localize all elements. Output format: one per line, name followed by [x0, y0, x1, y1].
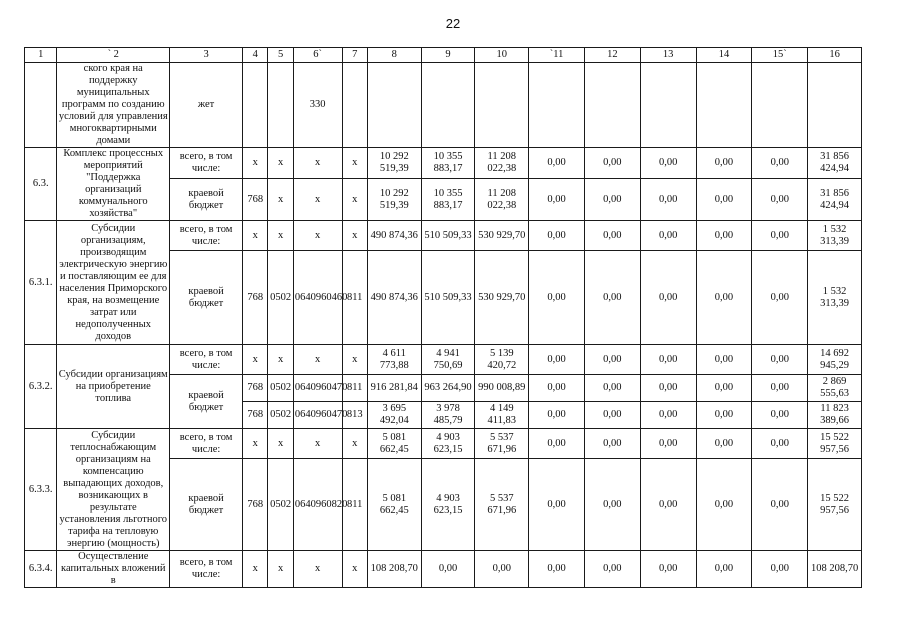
data-cell: 4 149 411,83 — [475, 402, 529, 429]
data-cell: 990 008,89 — [475, 375, 529, 402]
data-cell: 3 695 492,04 — [367, 402, 421, 429]
header-cell: 12 — [584, 48, 640, 63]
data-cell: 0,00 — [696, 251, 752, 345]
data-cell: 811 — [342, 375, 367, 402]
header-cell: 7 — [342, 48, 367, 63]
data-cell: 0,00 — [696, 402, 752, 429]
code-cell: 6.3.4. — [25, 551, 57, 588]
data-cell: 14 692 945,29 — [808, 345, 862, 375]
header-cell: ` 2 — [57, 48, 170, 63]
data-cell — [475, 63, 529, 148]
source-cell: краевой бюджет — [170, 251, 243, 345]
source-cell: краевой бюджет — [170, 459, 243, 551]
data-cell: 530 929,70 — [475, 251, 529, 345]
data-cell: 0,00 — [529, 345, 585, 375]
data-cell: 15 522 957,56 — [808, 459, 862, 551]
data-cell: х — [342, 148, 367, 179]
table-row — [25, 148, 862, 179]
data-cell: 0,00 — [696, 551, 752, 588]
description-cell: Субсидии организациям, производящим электрическую энергию и поставляющим ее для населения Приморского края, на возмещение затрат или недополученных доходов — [57, 221, 170, 345]
data-cell: 0,00 — [584, 221, 640, 251]
description-cell: Осуществление капитальных вложений в — [57, 551, 170, 588]
data-cell — [268, 63, 293, 148]
code-cell — [25, 63, 57, 148]
data-cell: 0,00 — [752, 375, 808, 402]
data-cell: 768 — [243, 375, 268, 402]
data-cell: 0640960460 — [293, 251, 342, 345]
data-cell: 0,00 — [640, 551, 696, 588]
data-cell: х — [342, 221, 367, 251]
data-cell: 108 208,70 — [367, 551, 421, 588]
source-cell: жет — [170, 63, 243, 148]
data-cell: 0,00 — [584, 429, 640, 459]
data-cell: х — [293, 179, 342, 221]
data-cell: 768 — [243, 459, 268, 551]
table-row — [25, 345, 862, 375]
data-cell: х — [293, 429, 342, 459]
data-cell: 490 874,36 — [367, 221, 421, 251]
data-cell: х — [268, 148, 293, 179]
data-cell: 0,00 — [752, 221, 808, 251]
data-cell: х — [342, 345, 367, 375]
data-cell: 0,00 — [529, 402, 585, 429]
data-cell: 0,00 — [696, 148, 752, 179]
data-cell: х — [342, 179, 367, 221]
header-cell: 14 — [696, 48, 752, 63]
header-cell: 1 — [25, 48, 57, 63]
data-cell: 0,00 — [529, 221, 585, 251]
data-cell: х — [293, 551, 342, 588]
data-cell: 0,00 — [640, 345, 696, 375]
data-cell: 0,00 — [584, 375, 640, 402]
data-cell: 0,00 — [640, 221, 696, 251]
table-row — [25, 221, 862, 251]
data-cell: 510 509,33 — [421, 251, 475, 345]
data-cell: х — [268, 179, 293, 221]
header-cell: 5 — [268, 48, 293, 63]
data-cell: 11 823 389,66 — [808, 402, 862, 429]
code-cell: 6.3.2. — [25, 345, 57, 429]
data-cell: 5 081 662,45 — [367, 429, 421, 459]
data-cell: х — [243, 148, 268, 179]
data-cell: 0,00 — [640, 375, 696, 402]
data-cell: х — [293, 221, 342, 251]
data-cell: 4 903 623,15 — [421, 429, 475, 459]
data-cell — [640, 63, 696, 148]
code-cell: 6.3.1. — [25, 221, 57, 345]
header-cell: `11 — [529, 48, 585, 63]
data-cell: 0,00 — [696, 375, 752, 402]
data-cell: 10 355 883,17 — [421, 148, 475, 179]
data-cell — [421, 63, 475, 148]
data-cell: 0,00 — [640, 459, 696, 551]
data-cell: 0,00 — [752, 148, 808, 179]
data-cell — [584, 63, 640, 148]
data-cell: 0,00 — [584, 179, 640, 221]
data-cell: 916 281,84 — [367, 375, 421, 402]
data-cell: 510 509,33 — [421, 221, 475, 251]
data-cell: 0,00 — [584, 459, 640, 551]
data-cell: 0,00 — [752, 251, 808, 345]
data-cell: х — [268, 429, 293, 459]
data-cell: 1 532 313,39 — [808, 251, 862, 345]
header-cell: 3 — [170, 48, 243, 63]
data-cell: 31 856 424,94 — [808, 179, 862, 221]
data-cell: 963 264,90 — [421, 375, 475, 402]
data-cell: 0,00 — [584, 251, 640, 345]
data-cell: 490 874,36 — [367, 251, 421, 345]
data-cell: х — [243, 429, 268, 459]
data-cell — [243, 63, 268, 148]
header-cell: 16 — [808, 48, 862, 63]
data-cell: 813 — [342, 402, 367, 429]
data-cell: 31 856 424,94 — [808, 148, 862, 179]
header-row — [25, 48, 862, 63]
data-cell — [342, 63, 367, 148]
data-cell: х — [268, 551, 293, 588]
table-row — [25, 551, 862, 588]
data-cell: 3 978 485,79 — [421, 402, 475, 429]
data-cell: 0,00 — [752, 551, 808, 588]
data-cell: 0,00 — [529, 551, 585, 588]
header-cell: 13 — [640, 48, 696, 63]
data-cell: 0,00 — [584, 148, 640, 179]
data-cell: 0,00 — [752, 459, 808, 551]
data-cell: 0,00 — [529, 429, 585, 459]
table-row — [25, 63, 862, 148]
data-cell: 0,00 — [640, 429, 696, 459]
data-cell: 530 929,70 — [475, 221, 529, 251]
data-cell: 10 292 519,39 — [367, 148, 421, 179]
data-cell: 0502 — [268, 402, 293, 429]
description-cell: Комплекс процессных мероприятий "Поддержка организаций коммунального хозяйства" — [57, 148, 170, 221]
description-cell: Субсидии организациям на приобретение топлива — [57, 345, 170, 429]
data-cell — [367, 63, 421, 148]
data-cell: 5 081 662,45 — [367, 459, 421, 551]
header-cell: 15` — [752, 48, 808, 63]
data-cell: х — [293, 345, 342, 375]
data-cell: 0502 — [268, 375, 293, 402]
data-cell: 1 532 313,39 — [808, 221, 862, 251]
data-cell: 0,00 — [640, 179, 696, 221]
data-cell: 811 — [342, 459, 367, 551]
source-cell: всего, в том числе: — [170, 429, 243, 459]
data-cell: х — [268, 345, 293, 375]
data-cell: 0,00 — [529, 459, 585, 551]
data-cell: х — [243, 345, 268, 375]
header-cell: 9 — [421, 48, 475, 63]
data-cell: 0,00 — [529, 179, 585, 221]
description-cell: Субсидии теплоснабжающим организациям на компенсацию выпадающих доходов, возникающих в результате установления льготного тарифа на тепловую энергию (мощность) — [57, 429, 170, 551]
data-cell: х — [293, 148, 342, 179]
source-cell: всего, в том числе: — [170, 345, 243, 375]
data-cell: 0640960820 — [293, 459, 342, 551]
data-cell: 0,00 — [640, 148, 696, 179]
source-cell: всего, в том числе: — [170, 551, 243, 588]
page-number: 22 — [445, 16, 461, 31]
data-cell: 10 355 883,17 — [421, 179, 475, 221]
data-cell — [808, 63, 862, 148]
data-cell: 4 611 773,88 — [367, 345, 421, 375]
data-cell: 811 — [342, 251, 367, 345]
data-cell: 5 537 671,96 — [475, 429, 529, 459]
data-cell: 10 292 519,39 — [367, 179, 421, 221]
data-cell: 0,00 — [696, 221, 752, 251]
header-cell: 4 — [243, 48, 268, 63]
data-cell: х — [243, 551, 268, 588]
data-cell: 0,00 — [475, 551, 529, 588]
data-cell: 5 537 671,96 — [475, 459, 529, 551]
data-cell: 0,00 — [696, 429, 752, 459]
data-cell: 0,00 — [584, 551, 640, 588]
data-cell: 0640960470 — [293, 375, 342, 402]
data-cell: х — [268, 221, 293, 251]
data-cell: 0,00 — [584, 345, 640, 375]
data-cell: 0640960470 — [293, 402, 342, 429]
data-cell: 0,00 — [752, 345, 808, 375]
header-cell: 10 — [475, 48, 529, 63]
data-cell: 4 941 750,69 — [421, 345, 475, 375]
data-cell: х — [342, 429, 367, 459]
data-cell: 330 — [293, 63, 342, 148]
data-cell — [696, 63, 752, 148]
data-cell: 768 — [243, 402, 268, 429]
code-cell: 6.3.3. — [25, 429, 57, 551]
data-cell: 768 — [243, 179, 268, 221]
table-row — [25, 429, 862, 459]
data-cell: 11 208 022,38 — [475, 148, 529, 179]
data-cell: х — [243, 221, 268, 251]
data-cell: 4 903 623,15 — [421, 459, 475, 551]
data-cell: 5 139 420,72 — [475, 345, 529, 375]
data-cell: 15 522 957,56 — [808, 429, 862, 459]
data-cell: 0,00 — [696, 459, 752, 551]
data-cell: 108 208,70 — [808, 551, 862, 588]
data-cell: 0,00 — [421, 551, 475, 588]
data-cell: 11 208 022,38 — [475, 179, 529, 221]
data-cell: 0,00 — [696, 179, 752, 221]
data-cell: 0,00 — [640, 251, 696, 345]
data-cell: 0,00 — [529, 375, 585, 402]
source-cell: всего, в том числе: — [170, 221, 243, 251]
description-cell: ского края на поддержку муниципальных программ по созданию условий для управления многоквартирными домами — [58, 63, 168, 146]
data-cell — [752, 63, 808, 148]
header-cell: 6` — [293, 48, 342, 63]
data-cell — [529, 63, 585, 148]
data-cell: 0,00 — [752, 402, 808, 429]
data-cell: 768 — [243, 251, 268, 345]
data-cell: 0,00 — [752, 179, 808, 221]
data-cell: 0,00 — [584, 402, 640, 429]
budget-table — [24, 47, 862, 588]
code-cell: 6.3. — [25, 148, 57, 221]
data-cell: 0,00 — [640, 402, 696, 429]
header-cell: 8 — [367, 48, 421, 63]
data-cell: 0,00 — [752, 429, 808, 459]
source-cell: всего, в том числе: — [170, 148, 243, 179]
data-cell: 0,00 — [529, 251, 585, 345]
data-cell: 0502 — [268, 251, 293, 345]
data-cell: 2 869 555,63 — [808, 375, 862, 402]
data-cell: 0,00 — [529, 148, 585, 179]
source-cell: краевой бюджет — [170, 375, 243, 429]
data-cell: х — [342, 551, 367, 588]
source-cell: краевой бюджет — [170, 179, 243, 221]
data-cell: 0502 — [268, 459, 293, 551]
data-cell: 0,00 — [696, 345, 752, 375]
